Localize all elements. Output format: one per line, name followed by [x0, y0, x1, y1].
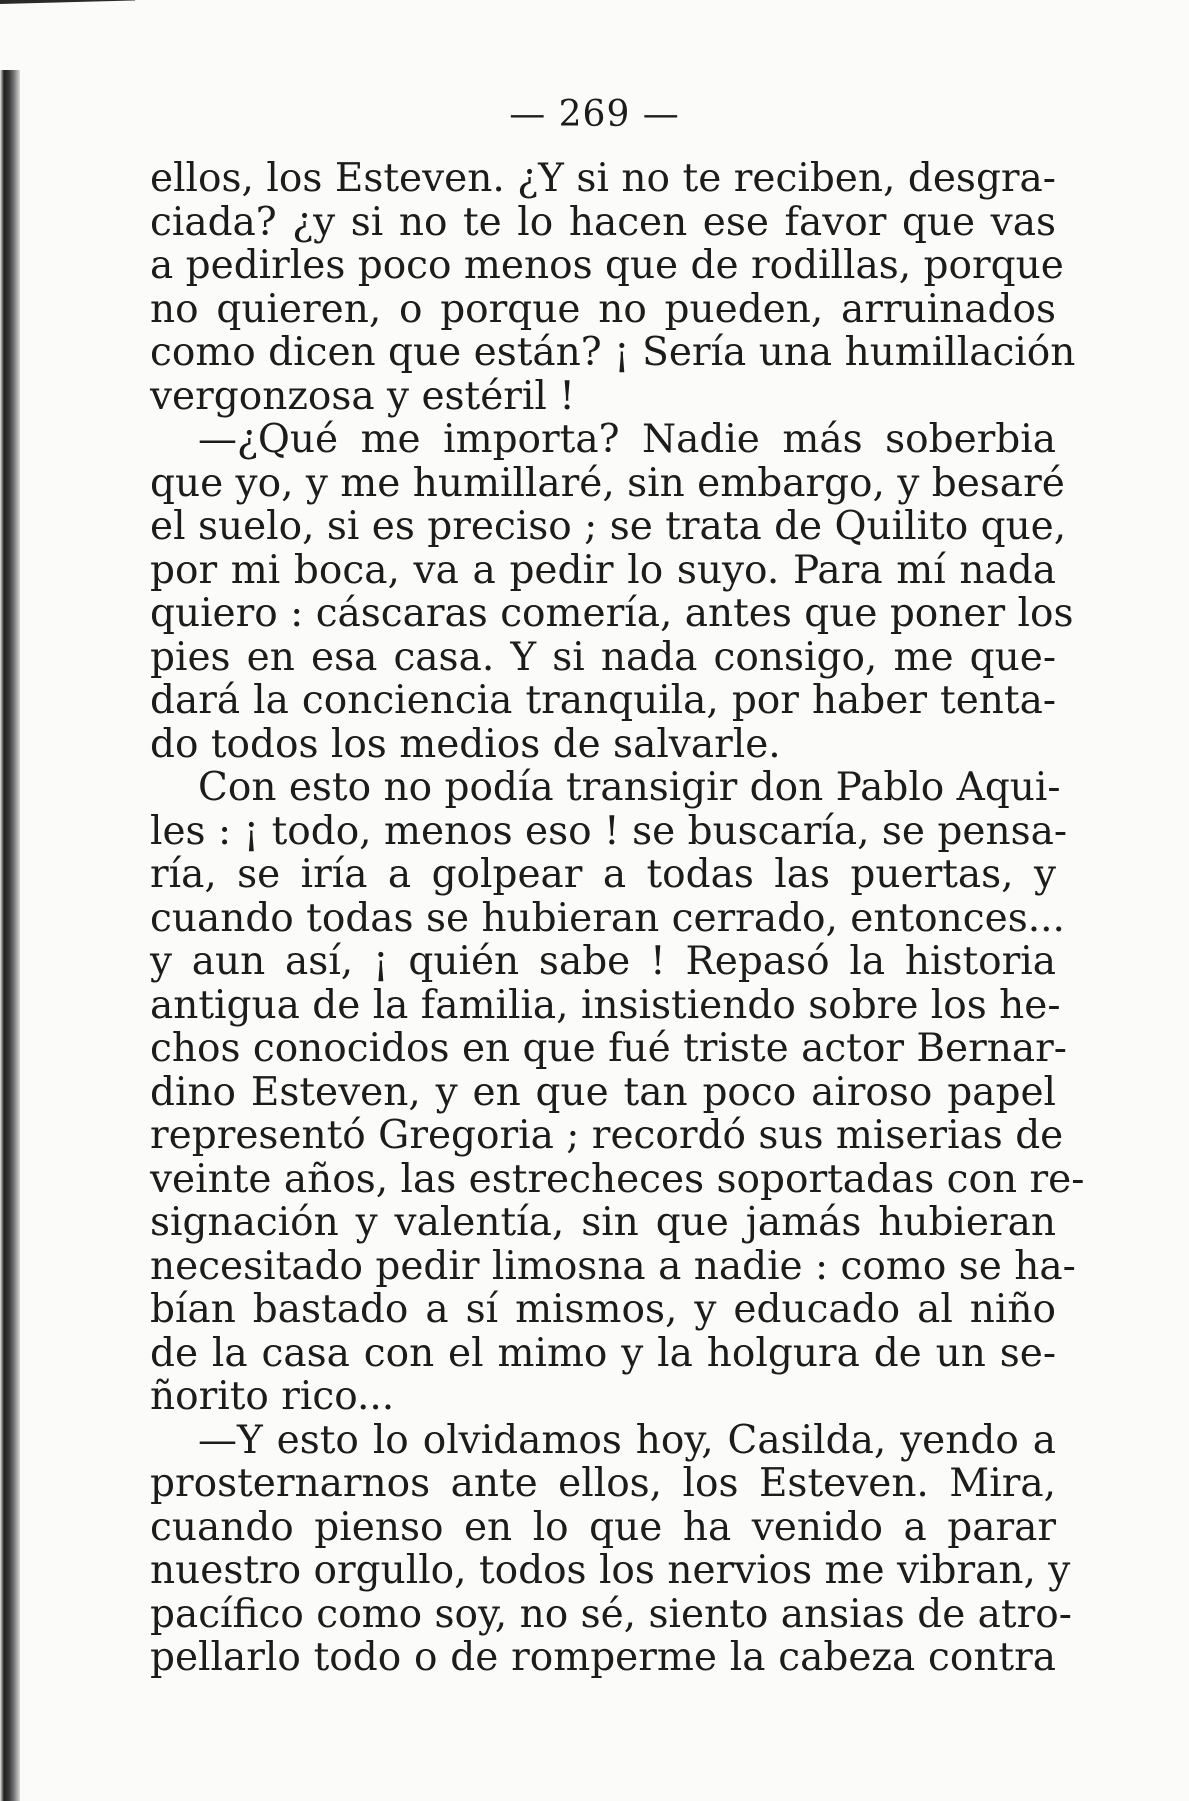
- text-line: chos conocidos en que fué triste actor Bernar-: [150, 1026, 1067, 1071]
- text-line: vergonzosa y estéril !: [150, 373, 575, 419]
- text-line: cuando todas se hubieran cerrado, entonces...: [150, 895, 1065, 941]
- text-line: prosternarnos ante ellos, los Esteven. Mira,: [150, 1461, 1056, 1506]
- text-line: no quieren, o porque no pueden, arruinados: [150, 286, 1056, 332]
- text-line: el suelo, si es preciso ; se trata de Quilito que,: [150, 504, 1067, 549]
- text-line: que yo, y me humillaré, sin embargo, y besaré: [150, 460, 1065, 506]
- text-line: cuando pienso en lo que ha venido a parar: [150, 1504, 1056, 1550]
- text-line: ciada? ¿y si no te lo hacen ese favor que vas: [150, 199, 1056, 245]
- text-line: y aun así, ¡ quién sabe ! Repasó la historia: [150, 939, 1056, 984]
- text-line: pellarlo todo o de romperme la cabeza contra: [150, 1635, 1056, 1680]
- text-line: les : ¡ todo, menos eso ! se buscaría, se pensa-: [150, 808, 1068, 854]
- text-line: nuestro orgullo, todos los nervios me vibran, y: [150, 1548, 1071, 1593]
- text-line: —Y esto lo olvidamos hoy, Casilda, yendo a: [198, 1417, 1056, 1463]
- text-line: ría, se iría a golpear a todas las puertas, y: [150, 852, 1056, 897]
- text-line: ñorito rico...: [150, 1374, 395, 1419]
- text-line: —¿Qué me importa? Nadie más soberbia: [198, 417, 1056, 462]
- text-line: veinte años, las estrecheces soportadas con re-: [150, 1156, 1085, 1202]
- text-line: dino Esteven, y en que tan poco airoso papel: [150, 1069, 1056, 1115]
- text-line: necesitado pedir limosna a nadie : como se ha-: [150, 1243, 1076, 1289]
- page-corner-mark: [0, 0, 135, 14]
- page-number: — 269 —: [509, 94, 680, 135]
- text-line: signación y valentía, sin que jamás hubieran: [150, 1200, 1056, 1245]
- text-line: a pedirles poco menos que de rodillas, porque: [150, 243, 1064, 288]
- text-line: ellos, los Esteven. ¿Y si no te reciben, desgra-: [150, 156, 1056, 201]
- text-line: do todos los medios de salvarle.: [150, 721, 781, 767]
- text-line: quiero : cáscaras comería, antes que poner los: [150, 591, 1074, 636]
- text-line: bían bastado a sí mismos, y educado al niño: [150, 1287, 1056, 1332]
- text-line: de la casa con el mimo y la holgura de un se-: [150, 1330, 1056, 1376]
- text-line: pacífico como soy, no sé, siento ansias de atro-: [150, 1591, 1072, 1637]
- text-line: como dicen que están? ¡ Sería una humillación: [150, 330, 1076, 375]
- text-line: representó Gregoria ; recordó sus miserias de: [150, 1113, 1064, 1158]
- text-line: dará la conciencia tranquila, por haber tenta-: [150, 678, 1056, 723]
- text-line: antigua de la familia, insistiendo sobre los he-: [150, 982, 1061, 1028]
- book-spine-shadow: [0, 70, 20, 1801]
- body-text: [150, 156, 1085, 1680]
- text-line: por mi boca, va a pedir lo suyo. Para mí nada: [150, 547, 1056, 593]
- text-line: pies en esa casa. Y si nada consigo, me que-: [150, 634, 1056, 680]
- text-line: Con esto no podía transigir don Pablo Aqui-: [198, 765, 1061, 810]
